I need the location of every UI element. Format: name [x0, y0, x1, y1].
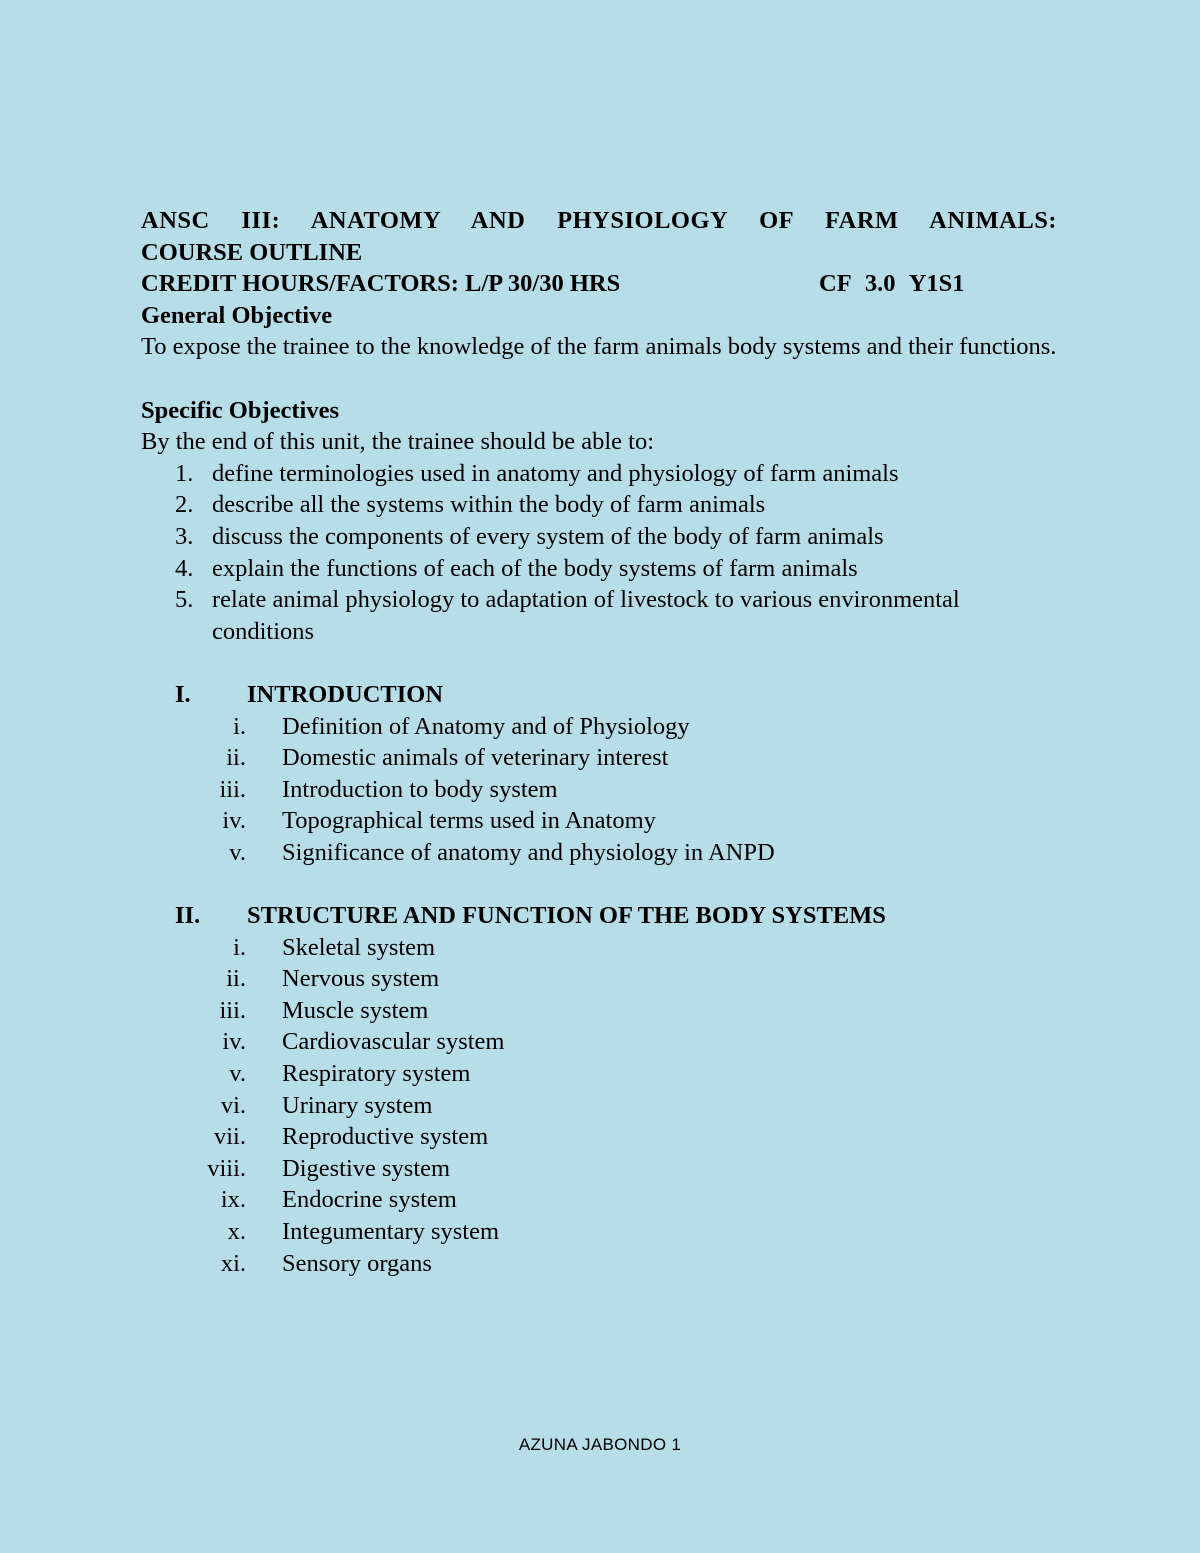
list-item-number: vi.	[220, 1091, 246, 1119]
general-objective-heading: General Objective	[141, 301, 333, 329]
list-item	[141, 1184, 1057, 1216]
list-item-text: Endocrine system	[282, 1186, 457, 1214]
section-body-systems-list	[141, 932, 1057, 1280]
list-item-number: iii.	[219, 775, 246, 803]
page-footer: AZUNA JABONDO 1	[518, 1435, 682, 1454]
course-subtitle: COURSE OUTLINE	[141, 238, 363, 266]
section-introduction-heading	[141, 679, 1057, 711]
list-item	[141, 837, 1057, 869]
list-item-text: Significance of anatomy and physiology in ANPD	[282, 838, 775, 866]
list-item	[141, 489, 1057, 521]
list-item-text: Nervous system	[282, 965, 440, 993]
list-item	[141, 553, 1057, 585]
list-item-text: Digestive system	[282, 1154, 451, 1182]
list-item-text: Topographical terms used in Anatomy	[282, 807, 656, 835]
list-item-number: x.	[227, 1218, 246, 1245]
section-introduction-list	[141, 711, 1057, 869]
list-item	[141, 521, 1057, 553]
list-item-number: 2.	[175, 491, 194, 519]
course-outline-document	[141, 205, 1057, 1279]
list-item-text: Reproductive system	[282, 1123, 489, 1151]
credit-factor: CF 3.0 Y1S1	[819, 270, 965, 298]
list-item-number: 3.	[175, 522, 194, 550]
specific-objectives-intro: By the end of this unit, the trainee should be able to:	[141, 428, 655, 456]
list-item-text: define terminologies used in anatomy and physiology of farm animals	[212, 459, 899, 487]
list-item-text: describe all the systems within the body of farm animals	[212, 491, 766, 519]
list-item-number: i.	[233, 712, 246, 740]
list-item	[141, 963, 1057, 995]
course-title: ANSC III: ANATOMY AND PHYSIOLOGY OF FARM ANIMALS:	[141, 207, 1057, 234]
list-item	[141, 1058, 1057, 1090]
list-item-number: ix.	[220, 1186, 246, 1214]
section-title: STRUCTURE AND FUNCTION OF THE BODY SYSTEMS	[247, 902, 886, 930]
list-item-number: xi.	[220, 1249, 246, 1277]
list-item	[141, 1121, 1057, 1153]
list-item-number: v.	[229, 838, 246, 866]
list-item-number: ii.	[226, 965, 246, 993]
list-item-text: Domestic animals of veterinary interest	[282, 744, 669, 772]
list-item-text: Respiratory system	[282, 1060, 471, 1088]
list-item-number: viii.	[207, 1154, 246, 1182]
list-item-number: iii.	[219, 996, 246, 1024]
section-title: INTRODUCTION	[247, 680, 444, 708]
list-item-text: Definition of Anatomy and of Physiology	[282, 712, 690, 740]
section-number: II.	[175, 902, 201, 930]
specific-objectives-heading: Specific Objectives	[141, 396, 339, 424]
specific-objectives-list	[141, 458, 1057, 648]
list-item	[141, 742, 1057, 774]
spacer	[141, 363, 1057, 395]
list-item-number: iv.	[222, 1028, 246, 1056]
list-item-text: relate animal physiology to adaptation of livestock to various environmental conditions	[212, 586, 960, 645]
list-item-number: iv.	[222, 807, 246, 835]
list-item-text: Integumentary system	[282, 1218, 500, 1245]
list-item-text: Sensory organs	[282, 1249, 432, 1277]
list-item-text: Urinary system	[282, 1091, 433, 1119]
list-item	[141, 995, 1057, 1027]
section-number: I.	[175, 680, 191, 708]
list-item-text: discuss the components of every system of the body of farm animals	[212, 522, 884, 550]
credit-hours-label: CREDIT HOURS/FACTORS: L/P 30/30 HRS	[141, 270, 621, 298]
spacer	[141, 647, 1057, 679]
list-item-text: Muscle system	[282, 996, 429, 1024]
list-item	[141, 1026, 1057, 1058]
list-item	[141, 805, 1057, 837]
list-item-text: Introduction to body system	[282, 775, 558, 803]
section-body-systems-heading	[141, 900, 1057, 932]
list-item-text: Cardiovascular system	[282, 1028, 505, 1056]
list-item	[141, 1216, 1057, 1248]
list-item-number: 4.	[175, 554, 194, 582]
list-item	[141, 711, 1057, 743]
list-item-number: i.	[233, 933, 246, 961]
credit-hours-row	[141, 268, 1057, 300]
list-item	[141, 1153, 1057, 1185]
list-item-number: v.	[229, 1060, 246, 1088]
list-item	[141, 458, 1057, 490]
list-item-number: vii.	[214, 1123, 246, 1151]
list-item	[141, 932, 1057, 964]
list-item-text: explain the functions of each of the body systems of farm animals	[212, 554, 858, 582]
spacer	[141, 868, 1057, 900]
list-item	[141, 774, 1057, 806]
list-item-number: 1.	[175, 459, 194, 487]
list-item-number: 5.	[175, 586, 194, 614]
list-item	[141, 1090, 1057, 1122]
list-item	[141, 584, 1057, 647]
list-item-text: Skeletal system	[282, 933, 436, 961]
list-item	[141, 1248, 1057, 1280]
list-item-number: ii.	[226, 744, 246, 772]
general-objective-text: To expose the trainee to the knowledge of the farm animals body systems and their functions.	[141, 333, 1057, 361]
